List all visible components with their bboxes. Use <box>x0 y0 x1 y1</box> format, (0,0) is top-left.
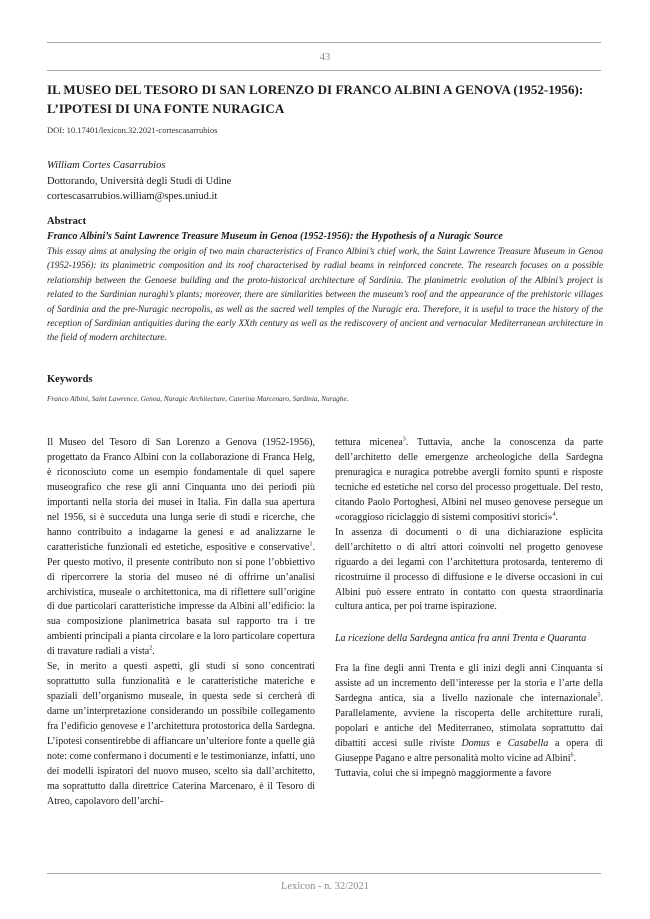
abstract-title: Franco Albini’s Saint Lawrence Treasure Museum in Genoa (1952-1956): the Hypothesis of a Nuragic Source <box>47 231 503 242</box>
magazine-title: Casabella <box>507 738 549 750</box>
footer-rule <box>47 873 601 874</box>
article-title: IL MUSEO DEL TESORO DI SAN LORENZO DI FRANCO ALBINI A GENOVA (1952-1956): L’IPOTESI DI UNA FONTE NURAGICA <box>47 82 584 116</box>
author-name: William Cortes Casarrubios <box>47 160 166 171</box>
abstract-heading: Abstract <box>47 216 87 227</box>
paragraph-text: . Tuttavia, anche la conoscenza da parte dell’architetto delle emergenze archeologiche della Sardegna prenuragica e nuragica potrebbe avergli fornito spunti e risposte tecniche ed estetiche nel corso del processo progettuale. Del resto, citando Paolo Portoghesi, Albini nel museo genovese persegue un «coraggioso riciclaggio di sistemi compositivi storici» <box>335 437 604 523</box>
paragraph-text: . Parallelamente, avviene la riscoperta delle architetture rurali, popolari e antiche del Mediterraneo, stimolata soprattutto dai dibattiti accesi sulle riviste <box>335 693 603 750</box>
footnote-ref[interactable]: 4 <box>552 511 556 518</box>
author-block <box>47 158 231 205</box>
keywords-body: Franco Albini, Saint Lawrence, Genoa, Nuragic Architecture, Caterina Marcenaro, Sardinia, Nuraghe. <box>47 394 349 403</box>
body-paragraph: In assenza di documenti o di una dichiarazione esplicita dell’architetto o di altri attori coinvolti nel progetto genovese riguardo a dei legami con l’architettura protosarda, tenteremo di ricostruirne il processo di diffusione e le diverse occasioni in cui Albini può essere entrato in contatto con questa straordinaria cultura antica, per poi trarne ispirazione. <box>335 526 603 613</box>
abstract-body: This essay aims at analysing the origin of two main characteristics of Franco Albini’s chief work, the Saint Lawrence Treasure Museum in Genoa (1952-1956): its planimetric composition and its roof characterised by radial beams in reinforced concrete. The research focuses on a possible relationship between the Genoese building and the proto-historical architecture of Sardinia. The planimetric evolution of the Albini’s project is related to the Sardinian nuraghi’s plants; moreover, there are similarities between the museum’s roof and the appearance of the prehistoric villages of Sardinia and the pre-Nuragic necropolis, as well as the sacred well temples of the Nuragic era. Therefore, it is useful to trace the history of the reception of Sardinian antiquities during the early XXth century as well as the rediscovery of ancient and vernacular Mediterranean architecture in the field of modern architecture. <box>47 247 603 344</box>
footnote-ref[interactable]: 2 <box>149 646 153 653</box>
keywords-heading: Keywords <box>47 374 93 385</box>
paragraph-text: Il Museo del Tesoro di San Lorenzo a Genova (1952-1956), progettato da Franco Albini con la collaborazione di Franca Helg, è riconosciuto come un esempio fondamentale di quel sapere museografico che rese gli anni Cinquanta uno dei periodi più importanti nella storia dei musei in Italia. Fin dalla sua apertura nel 1956, si è succeduta una lunga serie di studi e ricerche, che hanno contribuito a indagarne la genesi e ad analizzarne le caratteristiche funzionali ed estetiche, espositive e conservative <box>47 437 315 553</box>
footnote-ref[interactable]: 1 <box>309 541 313 548</box>
footer-journal: Lexicon - n. 32/2021 <box>280 881 370 892</box>
paragraph-text: Fra la fine degli anni Trenta e gli inizi degli anni Cinquanta si assiste ad un incremento dell’interesse per la storia e l’arte della Sardegna antica, sia a livello nazionale che internazionale <box>335 663 603 705</box>
author-affiliation: Dottorando, Università degli Studi di Udine <box>47 175 232 187</box>
footnote-ref[interactable]: 5 <box>597 693 601 700</box>
body-paragraph: Se, in merito a questi aspetti, gli studi si sono concentrati soprattutto sulla funzionalità e le caratteristiche materiche e spaziali dell’organismo museale, in questa sede si cercherà di darne un’interpretazione considerando un possibile collegamento fra l’edificio genovese e l’architettura protostorica della Sardegna. L’ipotesi consentirebbe di affiancare un’ulteriore fonte a quelle già note: come confermano i documenti e le testimonianze, infatti, uno dei modelli ispiratori del nuovo museo, scelto sia dall’architetto, ma soprattutto dalla direttrice Caterina Marcenaro, è il Tesoro di Atreo, capolavoro dell’archi- <box>47 661 315 807</box>
doi-link[interactable]: DOI: 10.17401/lexicon.32.2021-cortescasarrubios <box>47 125 218 135</box>
page-number: 43 <box>319 52 331 63</box>
body-paragraph <box>335 436 603 526</box>
section-subheading: La ricezione della Sardegna antica fra anni Trenta e Quaranta <box>335 633 587 645</box>
paragraph-text: . <box>152 646 155 658</box>
body-column-right <box>335 436 603 782</box>
paragraph-text: . Per questo motivo, il presente contributo non si pone l’obbiettivo di ripercorrere la storia del museo né di offrirne un’analisi archivistica, museale o architettonica, ma di riflettere sull’origine di due particolari caratteristiche impresse da Albini all’edificio: la sua composizione planimetrica basata sul rapporto tra i tre ambienti principali a pianta circolare e la loro particolare copertura di travature radiali a vista <box>47 541 315 658</box>
body-paragraph: Tuttavia, colui che si impegnò maggiormente a favore <box>335 768 552 780</box>
body-paragraph <box>335 662 603 767</box>
author-email[interactable]: cortescasarrubios.william@spes.uniud.it <box>47 191 218 202</box>
magazine-title: Domus <box>461 738 490 750</box>
header-rule <box>47 42 601 43</box>
body-paragraph <box>47 436 315 660</box>
paragraph-text: tettura micenea <box>335 437 403 448</box>
paragraph-text: . <box>555 511 558 523</box>
paragraph-text: e <box>489 738 508 750</box>
footnote-ref[interactable]: 6 <box>570 752 574 759</box>
paragraph-text: a opera di Giuseppe Pagano e altre personalità molto vicine ad Albini <box>335 738 603 765</box>
body-column-left <box>47 436 315 810</box>
footnote-ref[interactable]: 3 <box>402 436 406 443</box>
header-rule-bottom <box>47 70 601 71</box>
paragraph-text: . <box>573 753 576 765</box>
